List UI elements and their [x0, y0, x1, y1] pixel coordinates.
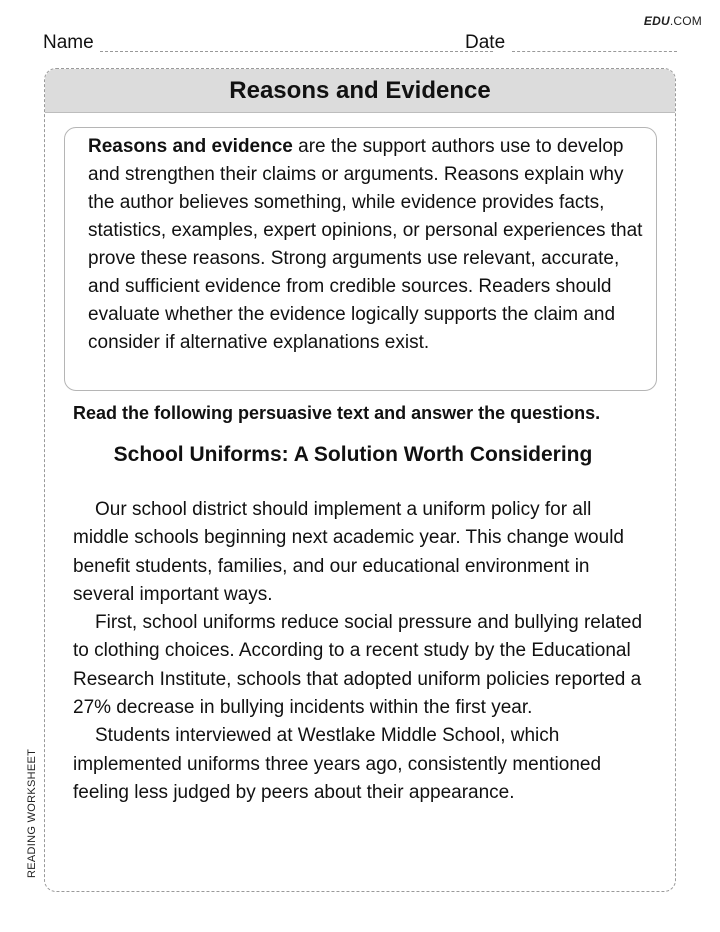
passage-paragraph: Our school district should implement a uniform policy for all middle schools beginning next academic year. This change would benefit students, families, and our educational environment in several important ways. [73, 499, 624, 605]
passage-paragraph: Students interviewed at Westlake Middle School, which implemented uniforms three years ago, consistently mentioned feeling less judged by peers about their appearance. [73, 725, 602, 803]
brand-logo [644, 14, 702, 28]
worksheet-frame [44, 68, 676, 892]
name-label: Name [43, 32, 94, 53]
date-field[interactable] [512, 51, 677, 52]
passage-paragraph: First, school uniforms reduce social pressure and bullying related to clothing choices. According to a recent study by the Educational Research Institute, schools that adopted uniform policies reported a 27% decrease in bullying incidents within the first year. [73, 612, 643, 719]
brand-logo-suffix: .COM [669, 14, 702, 28]
passage [73, 496, 643, 807]
passage-title: School Uniforms: A Solution Worth Considering [113, 443, 593, 466]
intro-term: Reasons and evidence [88, 136, 293, 157]
name-field[interactable] [100, 51, 493, 52]
worksheet-title: Reasons and Evidence [45, 69, 675, 113]
side-label: READING WORKSHEET [26, 748, 38, 878]
date-label: Date [465, 32, 506, 53]
brand-logo-bold: EDU [643, 14, 670, 28]
instruction: Read the following persuasive text and answer the questions. [73, 403, 601, 423]
intro-box [64, 127, 657, 391]
name-date-row [43, 32, 677, 54]
intro-text: are the support authors use to develop and strengthen their claims or arguments. Reasons explain why the author believes something, while evidence provides facts, statistics, examples, expert opinions, or personal experiences that prove these reasons. Strong arguments use relevant, accurate, and sufficient evidence from credible sources. Readers should evaluate whether the evidence logically supports the claim and consider if alternative explanations exist. [88, 136, 643, 353]
